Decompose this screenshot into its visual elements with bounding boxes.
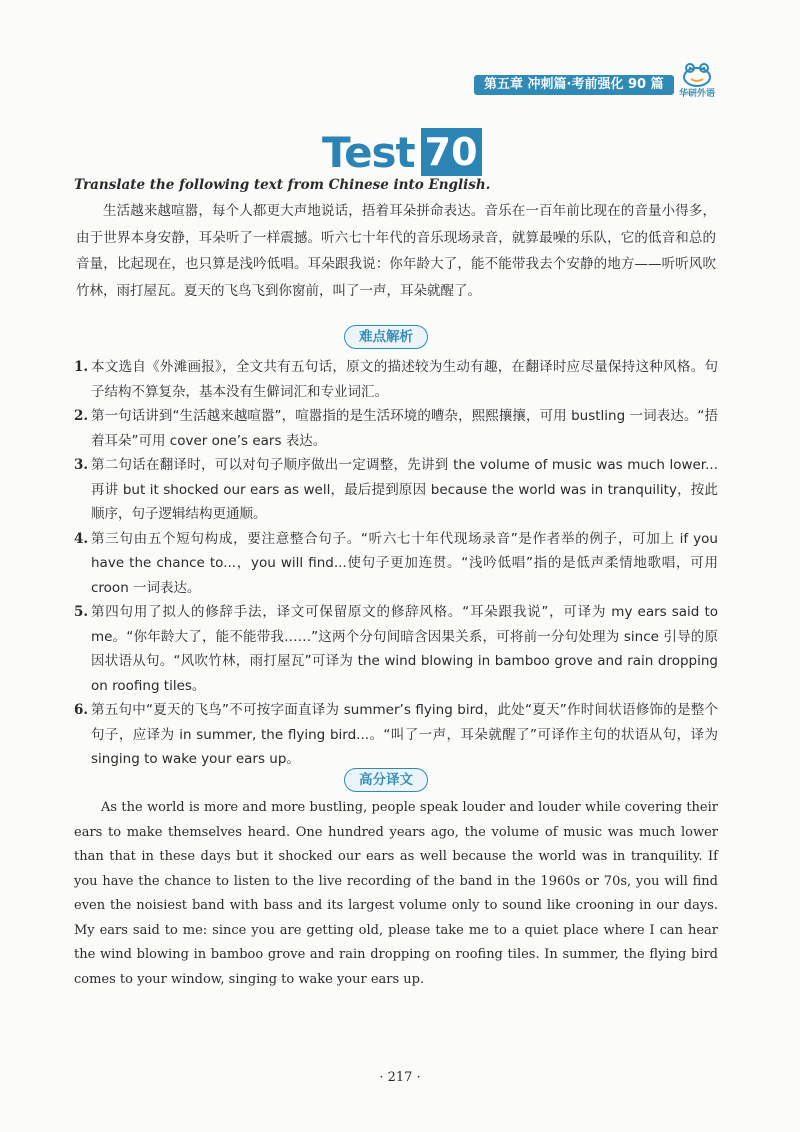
analysis-item-text: 第二句话在翻译时，可以对句子顺序做出一定调整，先讲到 the volume of music was much lower...再讲 but it shocked our ears as well，最后提到原因 because the world was in tranquility，按此顺序，句子逻辑结构更通顺。 [91, 457, 718, 522]
test-word: Test [322, 127, 415, 177]
page-number: · 217 · [379, 1070, 421, 1085]
analysis-item [74, 404, 718, 453]
analysis-item-text: 第三句由五个短句构成，要注意整合句子。“听六七十年代现场录音”是作者举的例子，可加上 if you have the chance to...，you will find...使句子更加连贯。“浅吟低唱”指的是低声柔情地歌唱，可用 croon 一词表达。 [91, 530, 718, 596]
analysis-label: 难点解析 [344, 325, 428, 349]
analysis-item-text: 第一句话讲到“生活越来越喧嚣”，喧嚣指的是生活环境的嘈杂，熙熙攘攘，可用 bustling 一词表达。“捂着耳朵”可用 cover one’s ears 表达。 [91, 408, 718, 449]
test-title [322, 127, 482, 177]
analysis-item [74, 527, 718, 601]
analysis-item-number: 2. [74, 408, 89, 424]
translation-label: 高分译文 [344, 768, 428, 792]
frog-logo-icon [672, 60, 722, 88]
analysis-item-number: 1. [74, 359, 89, 375]
source-text: 生活越来越喧嚣，每个人都更大声地说话，捂着耳朵拼命表达。音乐在一百年前比现在的音量小得多，由于世界本身安静，耳朵听了一样震撼。听六七十年代的音乐现场录音，就算最噪的乐队，它的低音和总的音量，比起现在，也只算是浅吟低唱。耳朵跟我说：你年龄大了，能不能带我去个安静的地方——听听风吹竹林，雨打屋瓦。夏天的飞鸟飞到你窗前，叫了一声，耳朵就醒了。 [76, 203, 716, 299]
analysis-item-number: 3. [74, 457, 89, 473]
analysis-item-text: 第五句中“夏天的飞鸟”不可按字面直译为 summer’s flying bird，此处“夏天”作时间状语修饰的是整个句子，应译为 in summer, the flying bird...。“叫了一声，耳朵就醒了”可译作主句的状语从句，译为 singing to wake your ears up。 [91, 702, 718, 767]
translation-text: As the world is more and more bustling, people speak louder and louder while covering their ears to make themselves heard. One hundred years ago, the volume of music was much lower than that in these days but it shocked our ears as well because the world was in tranquility. If you have the chance to listen to the live recording of the band in the 1960s or 70s, you will find even the noisiest band with bass and its largest volume only to sound like crooning in our days. My ears said to me: since you are getting old, please take me to a quiet place where I can hear the wind blowing in bamboo grove and rain dropping on roofing tiles. In summer, the flying bird comes to your window, singing to wake your ears up. [74, 800, 718, 987]
logo-text: 华研外语 [678, 89, 715, 99]
instruction-text: Translate the following text from Chinese into English. [74, 177, 491, 193]
publisher-logo [672, 60, 722, 102]
analysis-item-number: 6. [74, 702, 89, 718]
analysis-list [74, 355, 718, 772]
analysis-item-number: 5. [74, 604, 89, 620]
analysis-item-text: 本文选自《外滩画报》，全文共有五句话，原文的描述较为生动有趣，在翻译时应尽量保持这种风格。句子结构不算复杂，基本没有生僻词汇和专业词汇。 [91, 359, 718, 400]
analysis-item [74, 355, 718, 404]
analysis-item [74, 698, 718, 772]
analysis-item [74, 600, 718, 698]
analysis-item-number: 4. [74, 530, 89, 547]
analysis-item-text: 第四句用了拟人的修辞手法，译文可保留原文的修辞风格。“耳朵跟我说”，可译为 my ears said to me。“你年龄大了，能不能带我……”这两个分句间暗含因果关系，可将前一分句处理为 since 引导的原因状语从句。“风吹竹林，雨打屋瓦”可译为 the wind blowing in bamboo grove and rain dropping on roofing tiles。 [91, 604, 718, 694]
test-number: 70 [421, 128, 482, 176]
chapter-banner: 第五章 冲刺篇·考前强化 90 篇 [474, 75, 674, 95]
analysis-item [74, 453, 718, 527]
